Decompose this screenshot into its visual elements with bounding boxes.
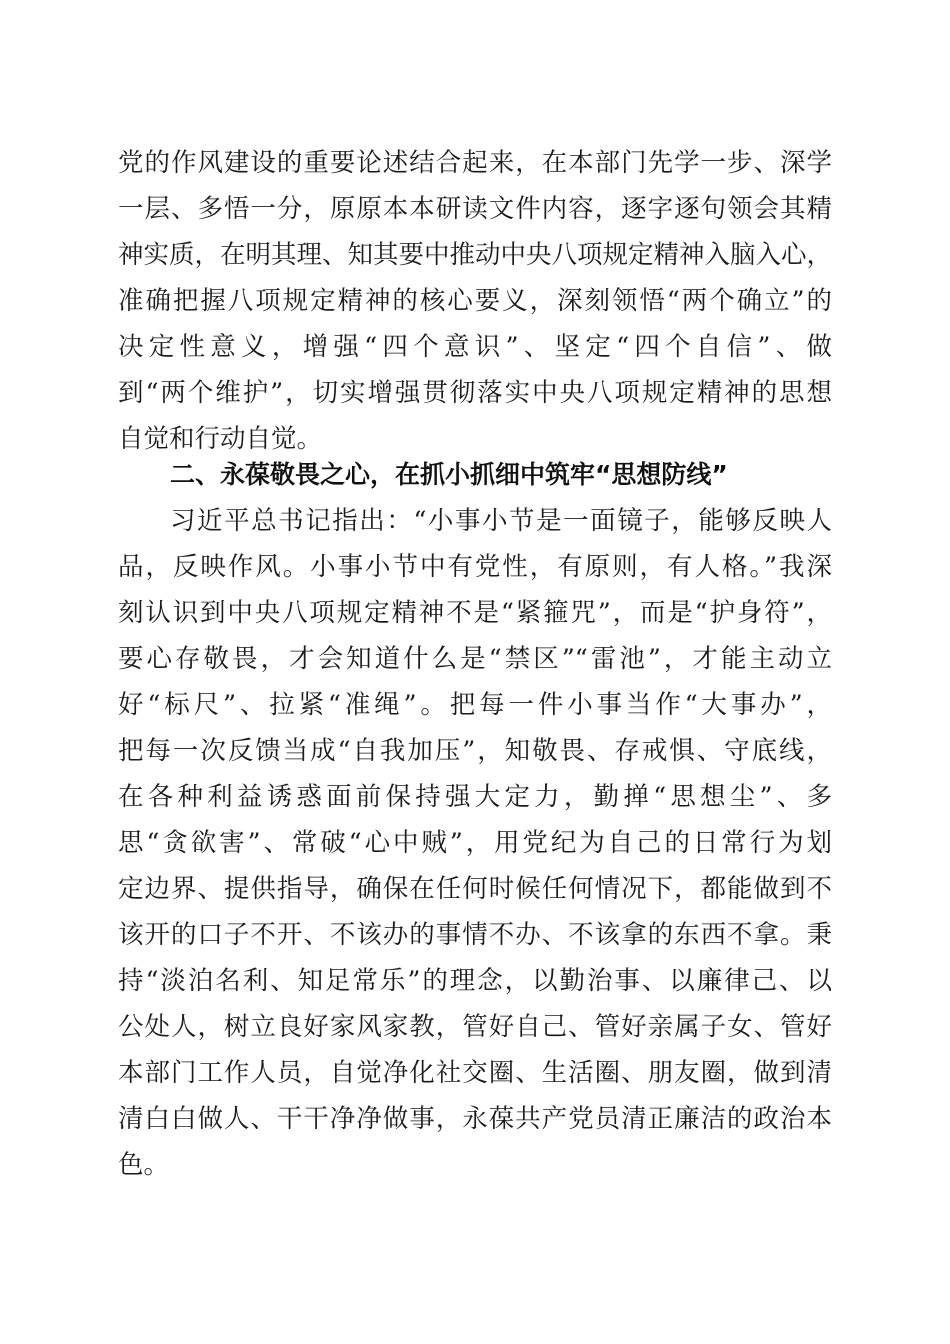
paragraph-line: 思“贪欲害”、常破“心中贼”，用党纪为自己的日常行为划 [118, 828, 832, 858]
paragraph-line: 持“淡泊名利、知足常乐”的理念，以勤治事、以廉律己、以 [118, 966, 832, 996]
paragraph-line: 该开的口子不开、不该办的事情不办、不该拿的东西不拿。秉 [118, 920, 832, 950]
paragraph-line: 决定性意义，增强“四个意识”、坚定“四个自信”、做 [118, 332, 832, 362]
paragraph-line: 一层、多悟一分，原原本本研读文件内容，逐字逐句领会其精 [118, 194, 832, 224]
paragraph-line: 习近平总书记指出：“小事小节是一面镜子，能够反映人 [170, 506, 832, 536]
paragraph-line: 刻认识到中央八项规定精神不是“紧箍咒”，而是“护身符”， [118, 598, 832, 628]
paragraph-line: 公处人，树立良好家风家教，管好自己、管好亲属子女、管好 [118, 1012, 832, 1042]
paragraph-line: 自觉和行动自觉。 [118, 424, 323, 454]
paragraph-line: 品，反映作风。小事小节中有党性，有原则，有人格。”我深 [118, 552, 832, 582]
paragraph-line: 定边界、提供指导，确保在任何时候任何情况下，都能做到不 [118, 874, 832, 904]
paragraph-line: 神实质，在明其理、知其要中推动中央八项规定精神入脑入心， [118, 240, 833, 270]
paragraph-line: 色。 [118, 1150, 170, 1180]
paragraph-line: 到“两个维护”，切实增强贯彻落实中央八项规定精神的思想 [118, 378, 832, 408]
paragraph-line: 本部门工作人员，自觉净化社交圈、生活圈、朋友圈，做到清 [118, 1058, 832, 1088]
paragraph-line: 党的作风建设的重要论述结合起来，在本部门先学一步、深学 [118, 148, 832, 178]
section-heading: 二、永葆敬畏之心，在抓小抓细中筑牢“思想防线” [170, 460, 728, 489]
paragraph-line: 在各种利益诱惑面前保持强大定力，勤掸“思想尘”、多 [118, 782, 832, 812]
paragraph-line: 要心存敬畏，才会知道什么是“禁区”“雷池”，才能主动立 [118, 644, 832, 674]
paragraph-line: 准确把握八项规定精神的核心要义，深刻领悟“两个确立”的 [118, 286, 832, 316]
paragraph-line: 把每一次反馈当成“自我加压”，知敬畏、存戒惧、守底线， [118, 736, 832, 766]
paragraph-line: 好“标尺”、拉紧“准绳”。把每一件小事当作“大事办”， [118, 690, 832, 720]
paragraph-line: 清白白做人、干干净净做事，永葆共产党员清正廉洁的政治本 [118, 1104, 832, 1134]
